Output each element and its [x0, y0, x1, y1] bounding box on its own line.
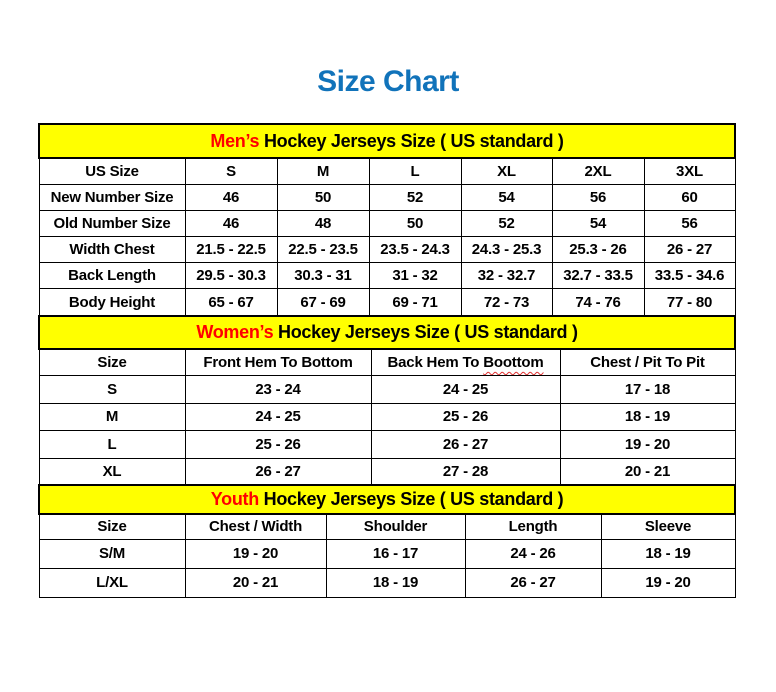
cell: 23 - 24 — [185, 376, 371, 404]
womens-banner-row — [39, 316, 735, 349]
row-label: S/M — [39, 539, 185, 568]
youth-col-size: Size — [39, 514, 185, 539]
cell: 26 - 27 — [185, 458, 371, 486]
mens-header-row — [39, 158, 735, 184]
table-row — [39, 288, 735, 316]
table-row — [39, 376, 735, 404]
table-row — [39, 262, 735, 288]
mens-col-3xl: 3XL — [644, 158, 735, 184]
youth-col-shoulder: Shoulder — [326, 514, 465, 539]
back-hem-misspelled-word: Boottom — [483, 353, 544, 371]
mens-size-table — [38, 123, 736, 317]
cell: 56 — [644, 210, 735, 236]
mens-col-xl: XL — [461, 158, 552, 184]
cell: 24 - 25 — [185, 403, 371, 431]
cell: 32.7 - 33.5 — [552, 262, 644, 288]
table-row — [39, 236, 735, 262]
womens-banner — [39, 316, 735, 349]
cell: 33.5 - 34.6 — [644, 262, 735, 288]
cell: 31 - 32 — [369, 262, 461, 288]
size-tables-container — [38, 123, 734, 598]
cell: 25 - 26 — [185, 431, 371, 459]
table-row — [39, 458, 735, 486]
mens-banner-rest: Hockey Jerseys Size ( US standard ) — [259, 130, 564, 151]
youth-size-table — [38, 484, 736, 598]
cell: 18 - 19 — [326, 568, 465, 597]
youth-banner — [39, 485, 735, 514]
youth-col-length: Length — [465, 514, 601, 539]
mens-banner — [39, 124, 735, 158]
cell: 20 - 21 — [560, 458, 735, 486]
womens-size-table — [38, 315, 736, 487]
cell: 19 - 20 — [601, 568, 735, 597]
cell: 20 - 21 — [185, 568, 326, 597]
row-label: Old Number Size — [39, 210, 185, 236]
cell: 30.3 - 31 — [277, 262, 369, 288]
womens-header-row — [39, 349, 735, 376]
cell: 26 - 27 — [644, 236, 735, 262]
youth-col-sleeve: Sleeve — [601, 514, 735, 539]
mens-banner-highlight: Men’s — [210, 130, 260, 151]
mens-col-l: L — [369, 158, 461, 184]
cell: 18 - 19 — [560, 403, 735, 431]
cell: 23.5 - 24.3 — [369, 236, 461, 262]
cell: 16 - 17 — [326, 539, 465, 568]
row-label: M — [39, 403, 185, 431]
row-label: New Number Size — [39, 184, 185, 210]
row-label: XL — [39, 458, 185, 486]
cell: 50 — [369, 210, 461, 236]
cell: 32 - 32.7 — [461, 262, 552, 288]
womens-banner-rest: Hockey Jerseys Size ( US standard ) — [273, 321, 578, 342]
youth-header-row — [39, 514, 735, 539]
mens-banner-row — [39, 124, 735, 158]
cell: 21.5 - 22.5 — [185, 236, 277, 262]
womens-col-chest: Chest / Pit To Pit — [560, 349, 735, 376]
cell: 65 - 67 — [185, 288, 277, 316]
cell: 19 - 20 — [185, 539, 326, 568]
cell: 26 - 27 — [465, 568, 601, 597]
cell: 50 — [277, 184, 369, 210]
cell: 29.5 - 30.3 — [185, 262, 277, 288]
mens-col-m: M — [277, 158, 369, 184]
cell: 54 — [552, 210, 644, 236]
cell: 27 - 28 — [371, 458, 560, 486]
table-row — [39, 431, 735, 459]
row-label: S — [39, 376, 185, 404]
cell: 19 - 20 — [560, 431, 735, 459]
cell: 46 — [185, 210, 277, 236]
cell: 24.3 - 25.3 — [461, 236, 552, 262]
cell: 52 — [369, 184, 461, 210]
cell: 18 - 19 — [601, 539, 735, 568]
row-label: Body Height — [39, 288, 185, 316]
row-label: Back Length — [39, 262, 185, 288]
cell: 67 - 69 — [277, 288, 369, 316]
cell: 25 - 26 — [371, 403, 560, 431]
cell: 77 - 80 — [644, 288, 735, 316]
cell: 24 - 26 — [465, 539, 601, 568]
mens-col-s: S — [185, 158, 277, 184]
table-row — [39, 539, 735, 568]
mens-col-2xl: 2XL — [552, 158, 644, 184]
cell: 52 — [461, 210, 552, 236]
cell: 54 — [461, 184, 552, 210]
cell: 48 — [277, 210, 369, 236]
youth-banner-rest: Hockey Jerseys Size ( US standard ) — [258, 489, 564, 509]
cell: 22.5 - 23.5 — [277, 236, 369, 262]
back-hem-prefix: Back Hem To — [387, 353, 484, 371]
table-row — [39, 184, 735, 210]
cell: 74 - 76 — [552, 288, 644, 316]
cell: 26 - 27 — [371, 431, 560, 459]
mens-col-us-size: US Size — [39, 158, 185, 184]
cell: 46 — [185, 184, 277, 210]
cell: 72 - 73 — [461, 288, 552, 316]
cell: 24 - 25 — [371, 376, 560, 404]
womens-col-front-hem: Front Hem To Bottom — [185, 349, 371, 376]
row-label: Width Chest — [39, 236, 185, 262]
youth-col-chest: Chest / Width — [185, 514, 326, 539]
youth-banner-highlight: Youth — [210, 489, 259, 509]
cell: 56 — [552, 184, 644, 210]
table-row — [39, 210, 735, 236]
womens-col-back-hem — [371, 349, 560, 376]
row-label: L/XL — [39, 568, 185, 597]
cell: 69 - 71 — [369, 288, 461, 316]
table-row — [39, 403, 735, 431]
womens-banner-highlight: Women’s — [196, 321, 274, 342]
womens-col-size: Size — [39, 349, 185, 376]
cell: 25.3 - 26 — [552, 236, 644, 262]
cell: 60 — [644, 184, 735, 210]
table-row — [39, 568, 735, 597]
row-label: L — [39, 431, 185, 459]
cell: 17 - 18 — [560, 376, 735, 404]
page-title: Size Chart — [317, 65, 459, 98]
youth-banner-row — [39, 485, 735, 514]
